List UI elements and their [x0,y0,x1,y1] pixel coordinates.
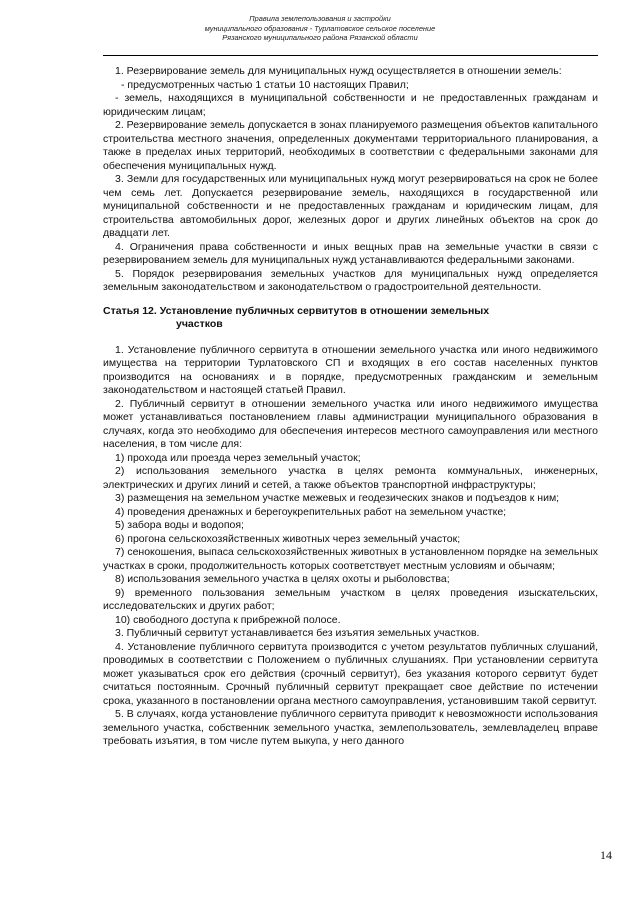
list-item: 8) использования земельного участка в целях охоты и рыболовства; [115,573,450,585]
list-item: 5) забора воды и водопоя; [115,519,244,531]
paragraph: 1. Резервирование земель для муниципальных нужд осуществляется в отношении земель: [115,65,562,77]
list-item: 7) сенокошения, выпаса сельскохозяйственных животных в установленном порядке на земельных участках в сроки, продолжительность которых соответствует местным условиям и обычаям; [103,546,598,572]
paragraph: 5. В случаях, когда установление публичного сервитута приводит к невозможности использования земельного участка, собственник земельного участка, землепользователь, землевладелец вправе требовать изъятия, в том числе путем выкупа, у него данного [103,708,598,747]
header-divider [103,55,598,56]
paragraph: 3. Земли для государственных или муниципальных нужд могут резервироваться на срок не более чем семь лет. Допускается резервирование земель, находящихся в государственной или муниципальной собственности и не предоставленных гражданам и юридическим лицам, для строительства автомобильных дорог, железных дорог и других линейных объектов на срок до двадцати лет. [103,173,598,239]
paragraph: 3. Публичный сервитут устанавливается без изъятия земельных участков. [115,627,480,639]
header-line-2: муниципального образования - Турлатовское сельское поселение [204,23,436,33]
header-line-3: Рязанского муниципального района Рязанской области [222,33,418,43]
list-item: 4) проведения дренажных и берегоукрепительных работ на земельном участке; [115,505,507,518]
article-title-line-2: участков [176,318,223,330]
paragraph: 4. Ограничения права собственности и иных вещных прав на земельные участки в связи с резервированием земель для муниципальных нужд устанавливаются федеральными законами. [103,240,598,266]
list-item: 3) размещения на земельном участке межевых и геодезических знаков и подъездов к ним; [115,492,560,504]
list-item: - предусмотренных частью 1 статьи 10 настоящих Правил; [121,78,409,91]
list-item: - земель, находящихся в муниципальной собственности и не предоставленных гражданам и юридическим лицам; [103,92,598,118]
list-item: 1) прохода или проезда через земельный участок; [115,451,361,464]
list-item: 2) использования земельного участка в целях ремонта коммунальных, инженерных, электрических и других линий и сетей, а также объектов транспортной инфраструктуры; [103,465,598,491]
running-header [110,14,530,43]
paragraph: 2. Резервирование земель допускается в зонах планируемого размещения объектов капитального строительства местного значения, определенных документами территориального планирования, а также в пределах иных территорий, необходимых в соответствии с федеральными законами для обеспечения муниципальных нужд. [103,119,598,172]
page-number: 14 [600,848,612,862]
paragraph: 1. Установление публичного сервитута в отношении земельного участка или иного недвижимого имущества на территории Турлатовского СП и входящих в его состав населенных пунктов производится на основаниях и в порядке, предусмотренных гражданским и земельным законодательством и настоящей статьей Правил. [103,343,598,396]
header-line-1: Правила землепользования и застройки [249,14,391,23]
article-title-line-1: Статья 12. Установление публичных сервитутов в отношении земельных [103,304,490,317]
list-item: 10) свободного доступа к прибрежной полосе. [115,613,341,626]
paragraph: 5. Порядок резервирования земельных участков для муниципальных нужд определяется земельным законодательством и законодательством о градостроительной деятельности. [103,267,598,293]
list-item: 9) временного пользования земельным участком в целях проведения изыскательских, исследовательских и других работ; [103,586,598,612]
paragraph: 2. Публичный сервитут в отношении земельного участка или иного недвижимого имущества может устанавливаться постановлением главы администрации муниципального образования в случаях, когда это необходимо для обеспечения интересов местного самоуправления или местного населения, в том числе для: [103,397,598,450]
article-heading [103,305,598,332]
paragraph: 4. Установление публичного сервитута производится с учетом результатов публичных слушаний, проводимых в соответствии с Положением о публичных слушаниях. При установлении сервитута может указываться срок его действия (срочный сервитут), без указания которого сервитут будет считаться постоянным. Срочный публичный сервитут прекращает свое действие по истечении срока, указанного в постановлении органа местного самоуправления, установившим такой сервитут. [103,640,598,707]
list-item: 6) прогона сельскохозяйственных животных через земельный участок; [115,532,461,545]
document-body [103,65,598,749]
